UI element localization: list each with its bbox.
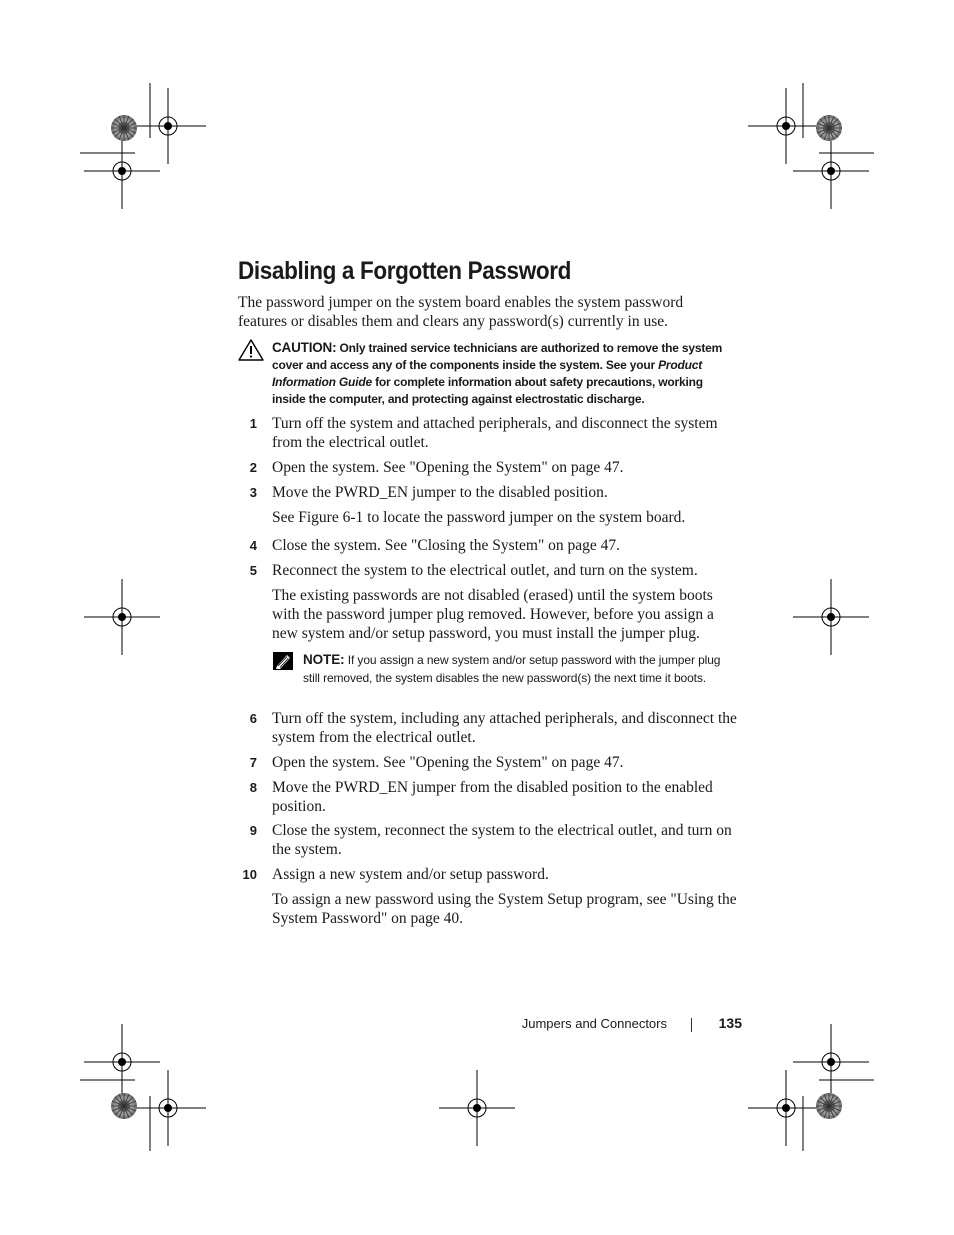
step-text: Close the system, reconnect the system to the electrical outlet, and turn on the system. bbox=[272, 822, 732, 858]
color-starburst-icon bbox=[111, 115, 137, 141]
note-pencil-icon bbox=[272, 651, 294, 676]
registration-mark-icon bbox=[793, 1024, 869, 1100]
registration-mark-icon bbox=[748, 1070, 824, 1146]
footer-section-title: Jumpers and Connectors bbox=[521, 1016, 667, 1031]
registration-mark-icon bbox=[84, 579, 160, 655]
registration-mark-icon bbox=[439, 1070, 515, 1146]
caution-text bbox=[272, 339, 734, 408]
step-text: Turn off the system and attached peripherals, and disconnect the system from the electrical outlet. bbox=[272, 415, 718, 451]
registration-mark-icon bbox=[84, 133, 160, 209]
step-number: 10 bbox=[242, 867, 257, 882]
registration-mark-icon bbox=[793, 133, 869, 209]
step-text: Open the system. See "Opening the System" on page 47. bbox=[272, 459, 624, 476]
page-number: 135 bbox=[718, 1015, 742, 1031]
warning-triangle-icon bbox=[238, 339, 264, 366]
footer-divider bbox=[691, 1018, 692, 1032]
page-footer bbox=[500, 1014, 742, 1036]
registration-mark-icon bbox=[748, 88, 824, 164]
step-5-detail: The existing passwords are not disabled (erased) until the system boots with the password jumper plug removed. However, before you assign a new system and/or setup password, you must install the jumper plug. bbox=[272, 587, 714, 642]
step-number: 7 bbox=[249, 755, 257, 770]
page-title: Disabling a Forgotten Password bbox=[238, 257, 571, 285]
color-starburst-icon bbox=[816, 115, 842, 141]
step-text: Assign a new system and/or setup password. bbox=[272, 866, 549, 883]
step-number: 9 bbox=[249, 823, 257, 838]
caution-body-end: for complete information about safety precautions, working inside the computer, and protecting against electrostatic discharge. bbox=[272, 375, 703, 406]
caution-label: CAUTION: bbox=[272, 340, 337, 355]
step-number: 1 bbox=[249, 416, 257, 431]
step-number: 4 bbox=[249, 538, 257, 553]
intro-paragraph: The password jumper on the system board enables the system password features or disables them and clears any password(s) currently in use. bbox=[238, 294, 684, 330]
step-number: 3 bbox=[249, 485, 257, 500]
registration-mark-icon bbox=[793, 579, 869, 655]
step-text: Open the system. See "Opening the System" on page 47. bbox=[272, 754, 624, 771]
note-body: If you assign a new system and/or setup password with the jumper plug still removed, the system disables the new password(s) the next time it boots. bbox=[303, 653, 721, 685]
caution-doc-title: Product Information Guide bbox=[272, 358, 703, 389]
step-number: 8 bbox=[249, 780, 257, 795]
registration-mark-icon bbox=[84, 1024, 160, 1100]
step-3-detail: See Figure 6-1 to locate the password jumper on the system board. bbox=[272, 509, 686, 526]
registration-mark-icon bbox=[130, 88, 206, 164]
note-text bbox=[303, 651, 733, 687]
step-text: Move the PWRD_EN jumper to the disabled position. bbox=[272, 484, 608, 501]
color-starburst-icon bbox=[111, 1093, 137, 1119]
caution-body: Only trained service technicians are authorized to remove the system cover and access any of the components inside the system. See your bbox=[272, 341, 723, 372]
step-number: 6 bbox=[249, 711, 257, 726]
step-10-detail: To assign a new password using the System Setup program, see "Using the System Password" on page 40. bbox=[272, 891, 737, 927]
step-number: 2 bbox=[249, 460, 257, 475]
step-text: Move the PWRD_EN jumper from the disabled position to the enabled position. bbox=[272, 779, 713, 815]
registration-mark-icon bbox=[130, 1070, 206, 1146]
step-number: 5 bbox=[249, 563, 257, 578]
color-starburst-icon bbox=[816, 1093, 842, 1119]
step-text: Turn off the system, including any attached peripherals, and disconnect the system from the electrical outlet. bbox=[272, 710, 737, 746]
step-text: Reconnect the system to the electrical outlet, and turn on the system. bbox=[272, 562, 698, 579]
note-label: NOTE: bbox=[303, 652, 345, 667]
step-text: Close the system. See "Closing the System" on page 47. bbox=[272, 537, 621, 554]
